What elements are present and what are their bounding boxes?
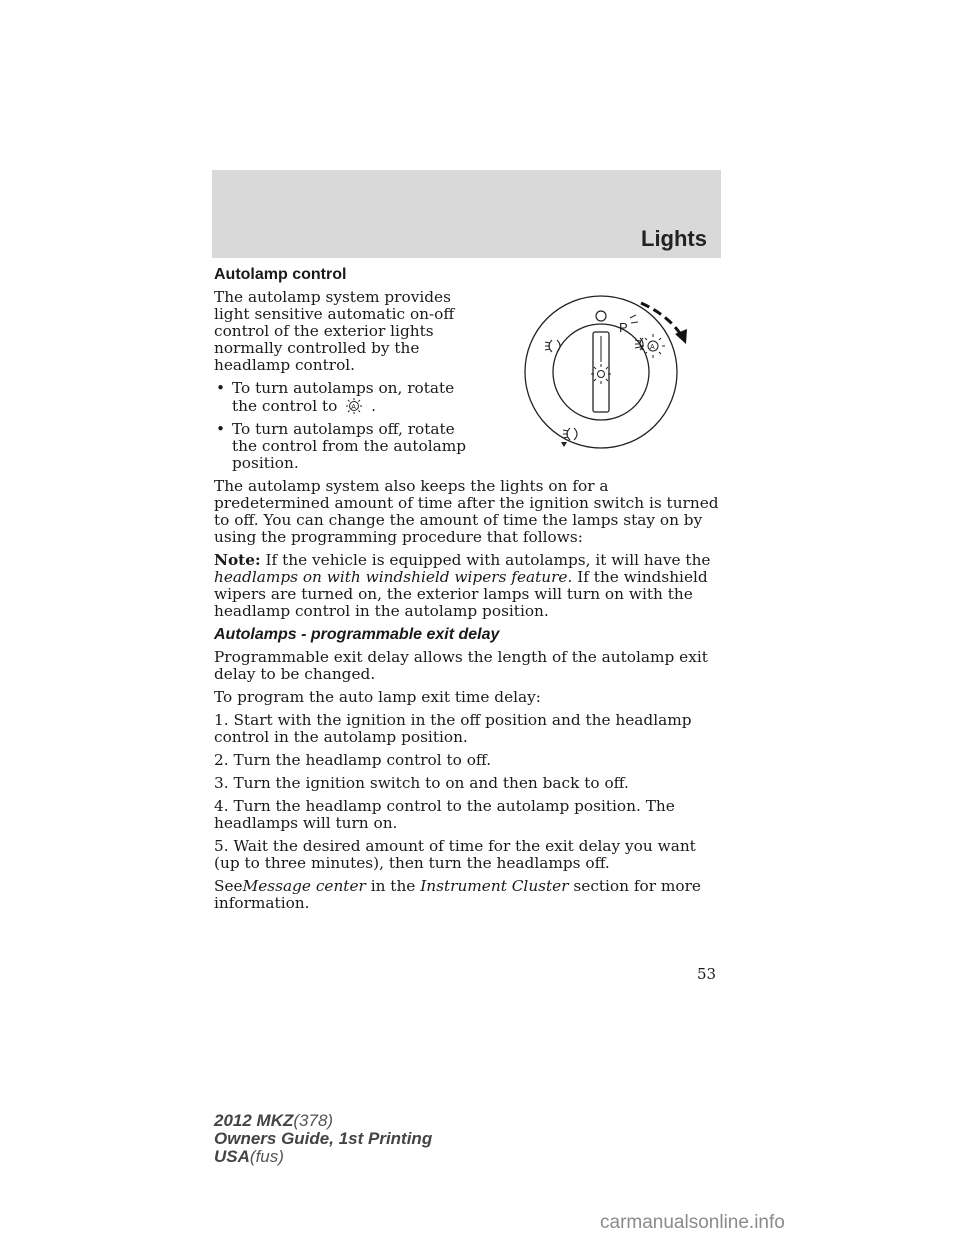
note-label: Note: [214, 551, 261, 569]
svg-text:P: P [619, 320, 628, 335]
autolamp-heading: Autolamp control [214, 266, 347, 283]
feature-name: headlamps on with windshield wipers feature. [214, 568, 573, 586]
message-center-reference: Message center [242, 877, 366, 895]
print-footer: 2012 MKZ(378) Owners Guide, 1st Printing USA(fus) [214, 1111, 433, 1166]
exit-delay-heading: Autolamps - programmable exit delay [214, 626, 500, 643]
step-item: 2. Turn the headlamp control to off. [214, 751, 492, 769]
exit-delay-intro: Programmable exit delay allows the length of the autolamp exit delay to be changed. [214, 648, 708, 683]
section-title: Lights [641, 226, 707, 251]
autolamp-intro: The autolamp system provides light sensitive automatic on-off control of the exterior lights normally controlled by the headlamp control. [214, 288, 455, 374]
step-item: 4. Turn the headlamp control to the autolamp position. The headlamps will turn on. [214, 797, 675, 832]
bullet-dot: • [216, 420, 226, 438]
bullet-dot: • [216, 379, 226, 397]
svg-text:A: A [650, 344, 655, 351]
section-header-tab [212, 170, 721, 258]
autolamp-icon [344, 397, 364, 415]
bullet-autolamps-off: • To turn autolamps off, rotate the control from the autolamp position. [216, 420, 467, 472]
step-item: 5. Wait the desired amount of time for the exit delay you want (up to three minutes), then turn the headlamps off. [214, 837, 696, 872]
bullet-autolamps-on: • To turn autolamps on, rotate the control to A . [216, 379, 455, 415]
exit-delay-lead: To program the auto lamp exit time delay: [214, 688, 541, 706]
note-paragraph: Note: If the vehicle is equipped with autolamps, it will have the headlamps on with windshield wipers feature. If the windshield wipers are turned on, the exterior lamps will turn on with the headlamp control in the autolamp position. [214, 551, 711, 620]
instrument-cluster-reference: Instrument Cluster [420, 877, 569, 895]
page-number: 53 [697, 965, 717, 983]
see-also-paragraph: SeeMessage center in the Instrument Cluster section for more information. [214, 877, 701, 912]
autolamp-keeps-on-paragraph: The autolamp system also keeps the lights on for a predetermined amount of time after the ignition switch is turned to off. You can change the amount of time the lamps stay on by using the programming procedure that follows: [214, 477, 719, 546]
svg-text:A: A [351, 404, 357, 411]
page-body [214, 266, 724, 918]
watermark: carmanualsonline.info [600, 1212, 785, 1233]
step-item: 1. Start with the ignition in the off position and the headlamp control in the autolamp position. [214, 711, 692, 746]
step-item: 3. Turn the ignition switch to on and then back to off. [214, 774, 629, 792]
